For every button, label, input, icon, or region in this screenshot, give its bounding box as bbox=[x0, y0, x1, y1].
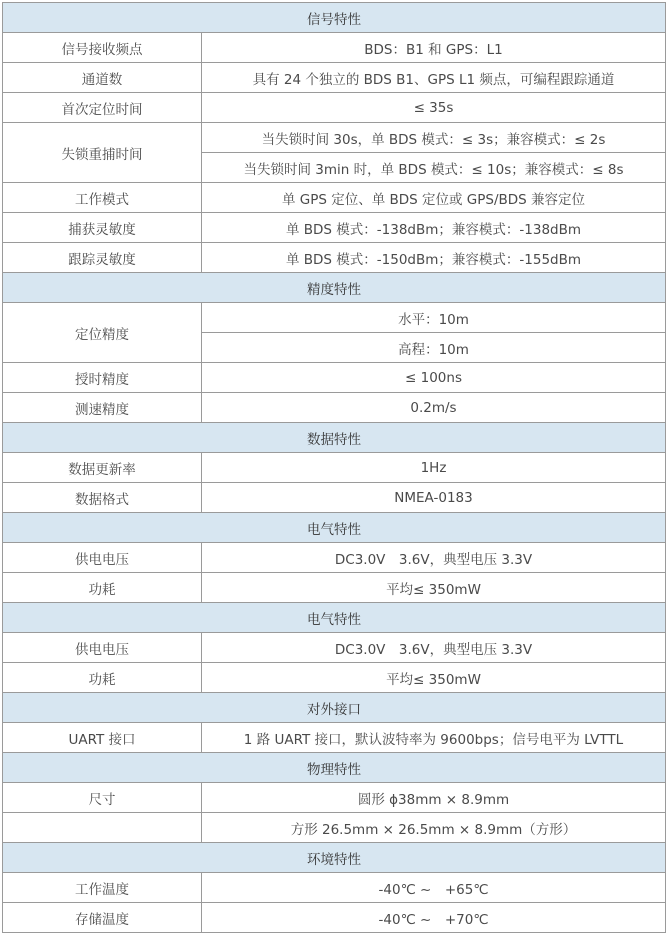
row-label: 供电电压 bbox=[3, 633, 202, 663]
row-value: -40℃ ~ +65℃ bbox=[202, 873, 666, 903]
row-value: DC3.0V 3.6V，典型电压 3.3V bbox=[202, 543, 666, 573]
table-row bbox=[3, 783, 666, 813]
section-title: 电气特性 bbox=[3, 513, 666, 543]
section-header-physical bbox=[3, 753, 666, 783]
table-row bbox=[3, 213, 666, 243]
row-label: 功耗 bbox=[3, 573, 202, 603]
section-header-environment bbox=[3, 843, 666, 873]
section-title: 精度特性 bbox=[3, 273, 666, 303]
table-row bbox=[3, 123, 666, 153]
row-label-empty bbox=[3, 813, 202, 843]
table-row bbox=[3, 573, 666, 603]
row-value: 单 GPS 定位、单 BDS 定位或 GPS/BDS 兼容定位 bbox=[202, 183, 666, 213]
row-value: NMEA-0183 bbox=[202, 483, 666, 513]
table-row bbox=[3, 483, 666, 513]
row-value: 0.2m/s bbox=[202, 393, 666, 423]
section-header-interface bbox=[3, 693, 666, 723]
row-value: 圆形 ϕ38mm × 8.9mm bbox=[202, 783, 666, 813]
row-value: 平均≤ 350mW bbox=[202, 663, 666, 693]
section-header-precision bbox=[3, 273, 666, 303]
row-label: 跟踪灵敏度 bbox=[3, 243, 202, 273]
row-value: ≤ 35s bbox=[202, 93, 666, 123]
row-value: ≤ 100ns bbox=[202, 363, 666, 393]
table-row bbox=[3, 663, 666, 693]
table-row bbox=[3, 183, 666, 213]
row-label: 存储温度 bbox=[3, 903, 202, 933]
row-value: 高程：10m bbox=[202, 333, 666, 363]
table-row bbox=[3, 903, 666, 933]
section-title: 信号特性 bbox=[3, 3, 666, 33]
row-label: 失锁重捕时间 bbox=[3, 123, 202, 183]
section-header-signal bbox=[3, 3, 666, 33]
row-label: 信号接收频点 bbox=[3, 33, 202, 63]
row-label: 定位精度 bbox=[3, 303, 202, 363]
section-header-electrical bbox=[3, 513, 666, 543]
section-header-electrical-2 bbox=[3, 603, 666, 633]
table-row bbox=[3, 303, 666, 333]
spec-table bbox=[2, 2, 666, 933]
table-row bbox=[3, 393, 666, 423]
row-value: 平均≤ 350mW bbox=[202, 573, 666, 603]
table-row bbox=[3, 723, 666, 753]
row-value: 当失锁时间 30s，单 BDS 模式：≤ 3s；兼容模式：≤ 2s bbox=[202, 123, 666, 153]
row-label: 首次定位时间 bbox=[3, 93, 202, 123]
section-title: 环境特性 bbox=[3, 843, 666, 873]
row-value: 当失锁时间 3min 时，单 BDS 模式：≤ 10s；兼容模式：≤ 8s bbox=[202, 153, 666, 183]
table-row bbox=[3, 63, 666, 93]
section-title: 物理特性 bbox=[3, 753, 666, 783]
table-row bbox=[3, 543, 666, 573]
row-value: -40℃ ~ +70℃ bbox=[202, 903, 666, 933]
table-row bbox=[3, 243, 666, 273]
row-value: BDS：B1 和 GPS：L1 bbox=[202, 33, 666, 63]
row-label: 测速精度 bbox=[3, 393, 202, 423]
table-row bbox=[3, 363, 666, 393]
row-label: 工作模式 bbox=[3, 183, 202, 213]
row-value: 1Hz bbox=[202, 453, 666, 483]
row-label: 工作温度 bbox=[3, 873, 202, 903]
section-title: 电气特性 bbox=[3, 603, 666, 633]
table-row bbox=[3, 33, 666, 63]
row-label: 授时精度 bbox=[3, 363, 202, 393]
section-title: 对外接口 bbox=[3, 693, 666, 723]
row-label: UART 接口 bbox=[3, 723, 202, 753]
table-row bbox=[3, 93, 666, 123]
row-label: 通道数 bbox=[3, 63, 202, 93]
table-row bbox=[3, 813, 666, 843]
row-value: 方形 26.5mm × 26.5mm × 8.9mm（方形） bbox=[202, 813, 666, 843]
table-row bbox=[3, 873, 666, 903]
section-header-data bbox=[3, 423, 666, 453]
row-label: 捕获灵敏度 bbox=[3, 213, 202, 243]
row-value: 具有 24 个独立的 BDS B1、GPS L1 频点，可编程跟踪通道 bbox=[202, 63, 666, 93]
row-value: 1 路 UART 接口，默认波特率为 9600bps；信号电平为 LVTTL bbox=[202, 723, 666, 753]
row-label: 尺寸 bbox=[3, 783, 202, 813]
row-value: 单 BDS 模式：-138dBm；兼容模式：-138dBm bbox=[202, 213, 666, 243]
table-row bbox=[3, 633, 666, 663]
row-value: 单 BDS 模式：-150dBm；兼容模式：-155dBm bbox=[202, 243, 666, 273]
row-label: 数据更新率 bbox=[3, 453, 202, 483]
row-label: 供电电压 bbox=[3, 543, 202, 573]
row-value: 水平：10m bbox=[202, 303, 666, 333]
section-title: 数据特性 bbox=[3, 423, 666, 453]
row-label: 功耗 bbox=[3, 663, 202, 693]
row-value: DC3.0V 3.6V，典型电压 3.3V bbox=[202, 633, 666, 663]
table-row bbox=[3, 453, 666, 483]
row-label: 数据格式 bbox=[3, 483, 202, 513]
